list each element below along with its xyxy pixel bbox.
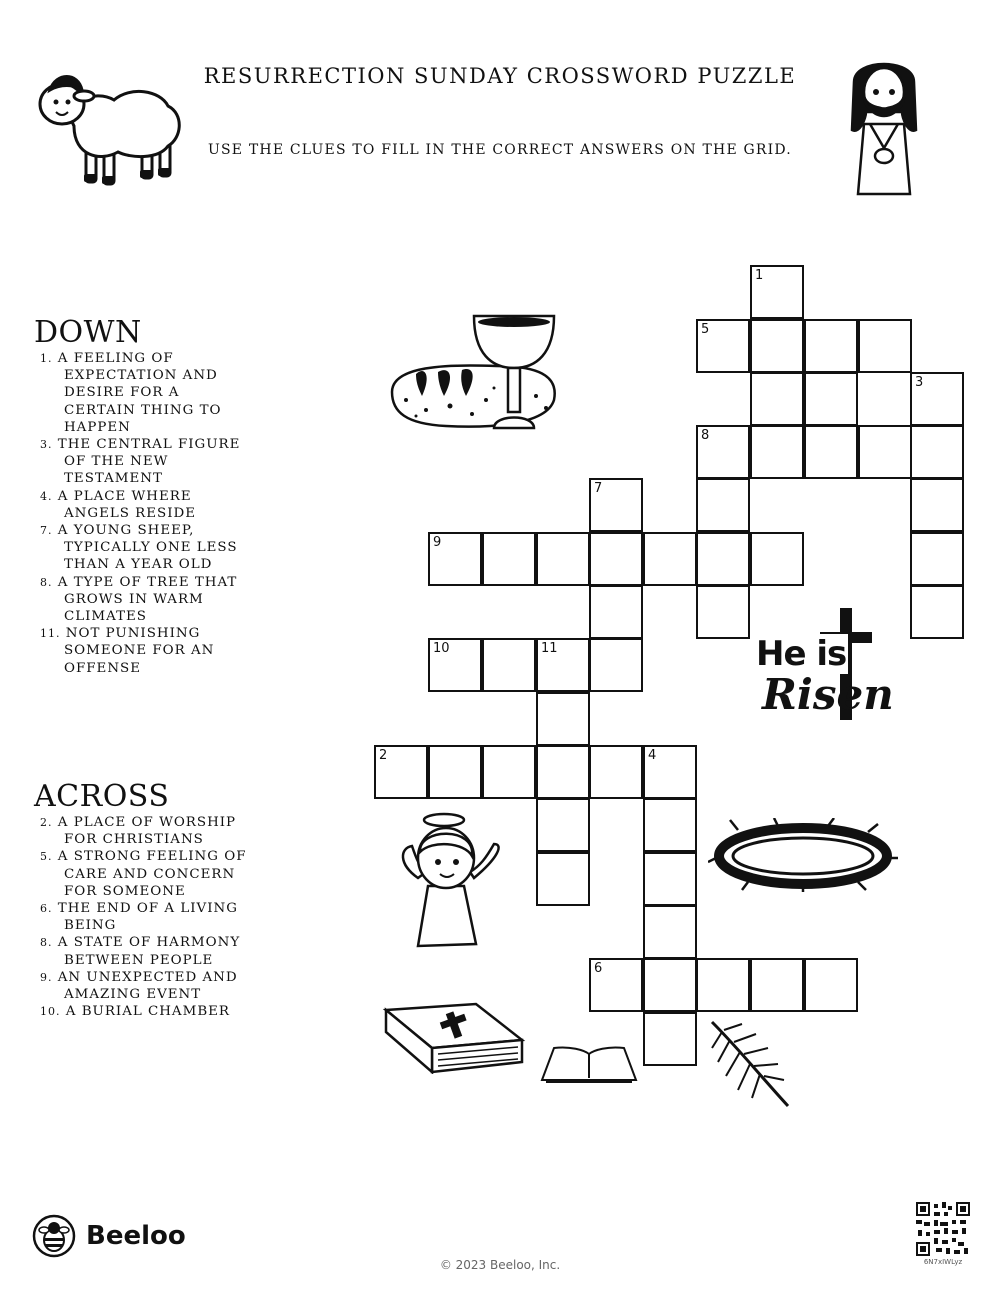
across-clue-2: 2. A PLACE OF WORSHIP FOR CHRISTIANS [40,815,237,848]
grid-cell[interactable] [910,478,964,532]
grid-cell[interactable] [643,852,697,906]
grid-cell[interactable] [910,532,964,586]
down-clue-3: 3. THE CENTRAL FIGURE OF THE NEW TESTAMENT [40,437,241,487]
instructions: USE THE CLUES TO FILL IN THE CORRECT ANSWERS ON THE GRID. [208,142,792,158]
bread-and-chalice-icon [386,304,562,432]
grid-cell[interactable] [750,372,804,426]
palm-leaf-icon [708,1018,792,1110]
down-clue-8: 8. A TYPE OF TREE THAT GROWS IN WARM CLIMATES [40,574,238,625]
grid-cell[interactable] [589,638,643,692]
grid-cell[interactable] [482,638,536,692]
grid-cell[interactable]: 1 [750,265,804,319]
grid-cell[interactable] [482,532,536,586]
grid-cell[interactable]: 5 [696,319,750,373]
grid-cell[interactable] [858,319,912,373]
grid-cell[interactable] [804,372,858,426]
grid-cell[interactable] [643,905,697,959]
grid-cell[interactable] [696,478,750,532]
grid-cell[interactable] [750,319,804,373]
grid-cell[interactable] [589,532,643,586]
grid-cell[interactable]: 2 [374,745,428,799]
grid-cell[interactable] [696,532,750,586]
grid-cell[interactable]: 6 [589,958,643,1012]
grid-cell[interactable] [536,798,590,852]
down-clue-11: 11. NOT PUNISHING SOMEONE FOR AN OFFENSE [40,626,215,676]
grid-cell[interactable] [643,1012,697,1066]
grid-cell[interactable]: 4 [643,745,697,799]
bee-icon [32,1214,76,1258]
grid-cell[interactable] [804,958,858,1012]
grid-cell[interactable] [804,425,858,479]
grid-cell[interactable] [696,585,750,639]
grid-cell[interactable]: 3 [910,372,964,426]
across-clues-section [34,780,254,1020]
across-heading: ACROSS [34,779,170,814]
grid-cell[interactable]: 10 [428,638,482,692]
grid-cell[interactable]: 11 [536,638,590,692]
down-clue-1: 1. A FEELING OF EXPECTATION AND DESIRE FOR A CERTAIN THING TO HAPPEN [40,351,222,435]
down-clues-section [34,316,254,677]
grid-cell[interactable] [643,532,697,586]
grid-cell[interactable] [910,425,964,479]
bible-icon [382,1002,528,1074]
grid-cell[interactable] [750,958,804,1012]
grid-cell[interactable] [536,745,590,799]
across-clue-5: 5. A STRONG FEELING OF CARE AND CONCERN FOR SOMEONE [40,849,247,899]
page-title: RESURRECTION SUNDAY CROSSWORD PUZZLE [203,64,797,88]
beeloo-logo [32,1214,186,1258]
down-heading: DOWN [34,315,142,350]
grid-cell[interactable] [536,532,590,586]
grid-cell[interactable] [589,585,643,639]
qr-code-id: 6N7xIWLyz [923,1258,963,1266]
grid-cell[interactable] [643,958,697,1012]
grid-cell[interactable] [804,319,858,373]
lamb-icon [34,66,184,190]
grid-cell[interactable]: 9 [428,532,482,586]
grid-cell[interactable] [750,532,804,586]
across-clue-10: 10. A BURIAL CHAMBER [40,1004,231,1020]
angel-icon [398,808,508,950]
down-clue-4: 4. A PLACE WHERE ANGELS RESIDE [40,488,197,521]
open-book-icon [540,1044,638,1084]
crown-of-thorns-icon [708,818,898,892]
he-is-risen-logo: He is Risen [756,606,906,726]
brand-name: Beeloo [86,1221,186,1251]
grid-cell[interactable] [536,852,590,906]
copyright: © 2023 Beeloo, Inc. [439,1258,561,1272]
grid-cell[interactable]: 8 [696,425,750,479]
grid-cell[interactable] [858,425,912,479]
grid-cell[interactable] [910,585,964,639]
grid-cell[interactable] [589,745,643,799]
across-clue-8: 8. A STATE OF HARMONY BETWEEN PEOPLE [40,935,241,968]
grid-cell[interactable] [482,745,536,799]
across-clue-9: 9. AN UNEXPECTED AND AMAZING EVENT [40,969,238,1003]
qr-code-icon[interactable] [916,1202,970,1256]
grid-cell[interactable]: 7 [589,478,643,532]
across-clue-6: 6. THE END OF A LIVING BEING [40,901,238,934]
grid-cell[interactable] [536,692,590,746]
grid-cell[interactable] [428,745,482,799]
grid-cell[interactable] [643,798,697,852]
down-clue-7: 7. A YOUNG SHEEP, TYPICALLY ONE LESS THAN A YEAR OLD [40,523,238,573]
grid-cell[interactable] [750,425,804,479]
jesus-icon [850,58,918,200]
grid-cell[interactable] [696,958,750,1012]
